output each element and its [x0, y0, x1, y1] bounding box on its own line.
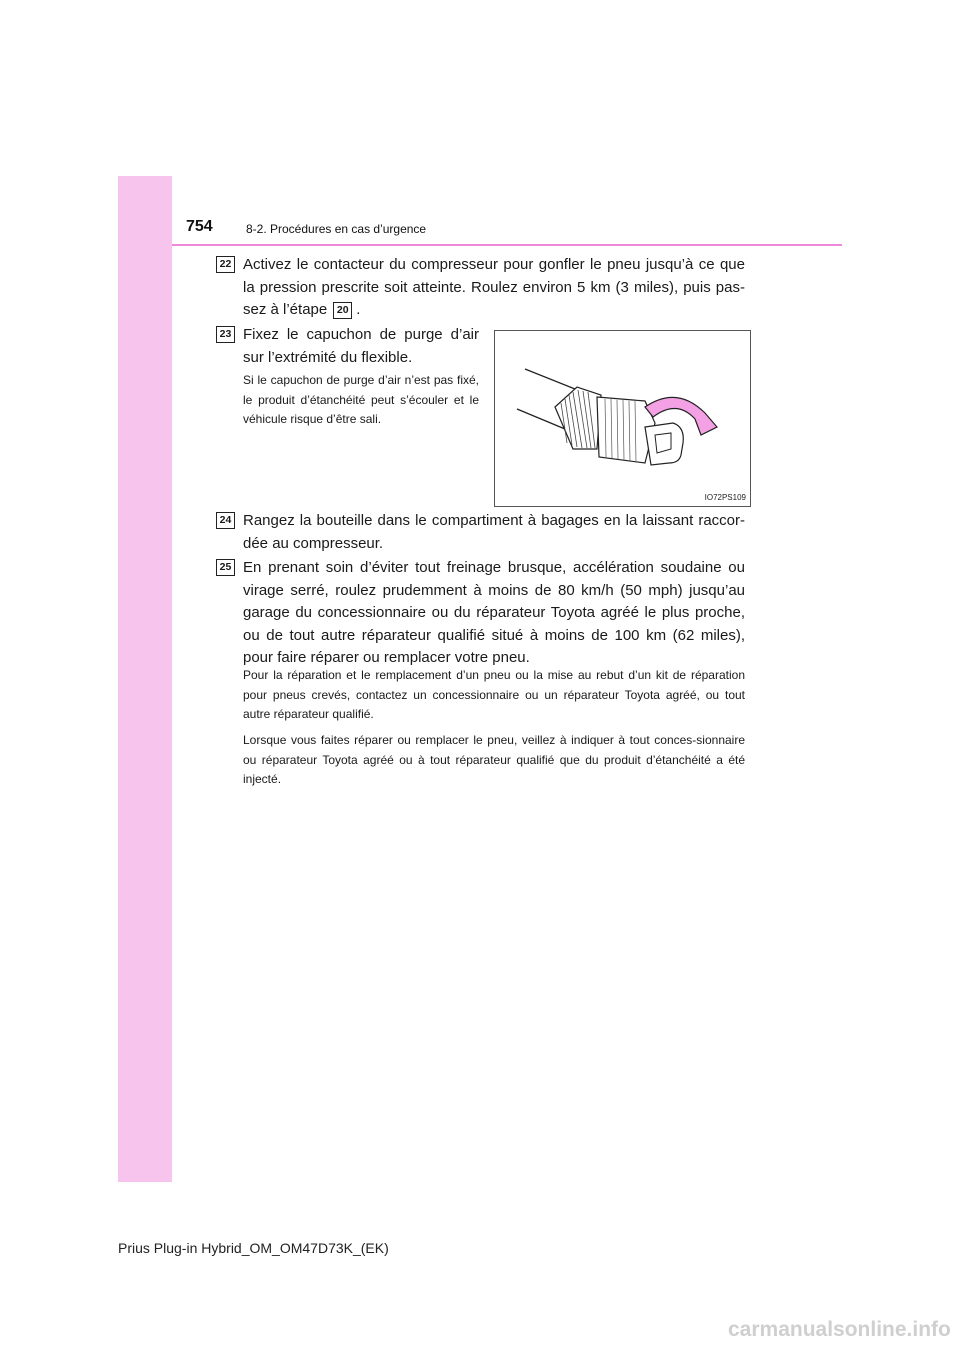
step-25-note-2: Lorsque vous faites réparer ou remplacer le pneu, veillez à indiquer à tout conces-sionnaire ou réparateur Toyota agréé ou à tout réparateur qualifié que du produit d’étanchéité a été injecté. — [243, 733, 745, 786]
step-22-text-end: . — [356, 301, 361, 318]
hose-cap-drawing — [495, 331, 750, 506]
step-23-text: Fixez le capuchon de purge d’air sur l’extrémité du flexible. — [243, 326, 479, 366]
chapter-sidebar-tab — [118, 176, 172, 1182]
step-number-22: 22 — [216, 256, 235, 273]
figure-code: IO72PS109 — [704, 493, 746, 502]
air-bleed-cap-illustration — [494, 330, 751, 507]
step-25-text: En prenant soin d’éviter tout freinage brusque, accélération soudaine ou virage serré, roulez prudemment à moins de 80 km/h (50 mph) jusqu’au garage du concessionnaire ou du réparateur Toyota agréé le plus proche, ou de tout autre réparateur qualifié situé à moins de 100 km (62 miles), pour faire réparer ou remplacer votre pneu. — [243, 559, 745, 666]
footer-document-code: Prius Plug-in Hybrid_OM_OM47D73K_(EK) — [118, 1240, 389, 1256]
step-24-text: Rangez la bouteille dans le compartiment à bagages en la laissant raccor-dée au compresseur. — [243, 512, 745, 552]
watermark: carmanualsonline.info — [728, 1318, 951, 1341]
step-25-note-1: Pour la réparation et le remplacement d’un pneu ou la mise au rebut d’un kit de réparation pour pneus crevés, contactez un concessionnaire ou un réparateur Toyota agréé, ou tout autre réparateur qualifié. — [243, 668, 745, 721]
step-23-note: Si le capuchon de purge d’air n’est pas fixé, le produit d’étanchéité peut s’écouler et le véhicule risque d’être sali. — [243, 373, 479, 426]
step-number-25: 25 — [216, 559, 235, 576]
header-rule — [172, 244, 842, 246]
step-22-text — [243, 254, 745, 322]
step-reference-20: 20 — [333, 302, 352, 319]
step-number-24: 24 — [216, 512, 235, 529]
step-22-text-main: Activez le contacteur du compresseur pour gonfler le pneu jusqu’à ce que la pression prescrite soit atteinte. Roulez environ 5 km (3 miles), puis pas-sez à l’étape — [243, 256, 745, 318]
page-number: 754 — [186, 218, 213, 235]
section-title: 8-2. Procédures en cas d’urgence — [246, 222, 427, 236]
step-number-23: 23 — [216, 326, 235, 343]
